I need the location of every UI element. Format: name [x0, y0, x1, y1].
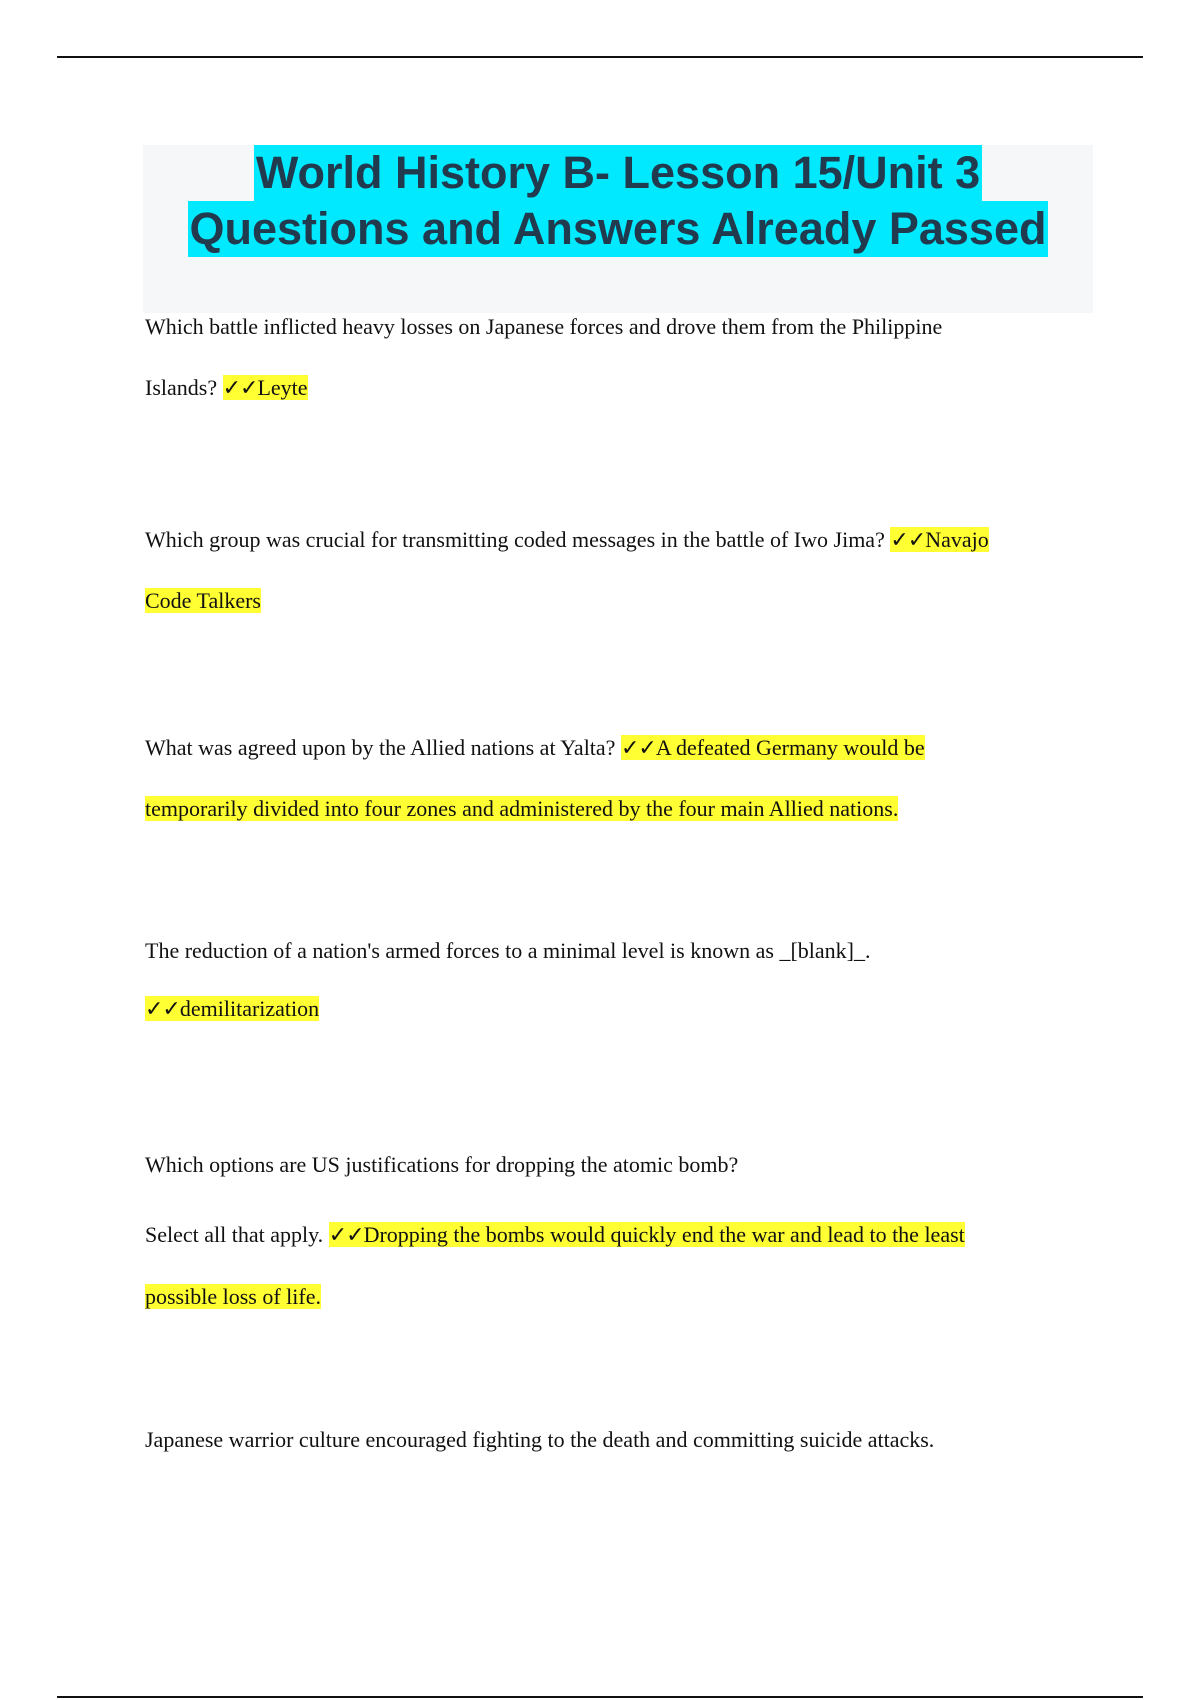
- question-text: Islands?: [145, 375, 223, 400]
- qa-item-5: [145, 1130, 1105, 1327]
- title-block: [143, 145, 1093, 313]
- title-line-1: World History B- Lesson 15/Unit 3: [254, 145, 982, 201]
- qa-item-6: [145, 1409, 1105, 1470]
- title-line-2: Questions and Answers Already Passed: [188, 201, 1049, 257]
- answer-text: Code Talkers: [145, 588, 261, 613]
- answer-highlight: [145, 996, 319, 1021]
- question-text: Which battle inflicted heavy losses on Japanese forces and drove them from the Philippine: [145, 314, 943, 339]
- double-check-icon: ✓✓: [222, 375, 258, 400]
- double-check-icon: ✓✓: [328, 1222, 364, 1247]
- answer-text: A defeated Germany would be: [655, 735, 925, 760]
- answer-highlight: [890, 527, 988, 552]
- qa-item-4: [145, 922, 1105, 1038]
- qa-item-3: [145, 717, 1105, 839]
- answer-text: temporarily divided into four zones and administered by the four main Allied nations.: [145, 796, 899, 821]
- answer-text: Dropping the bombs would quickly end the war and lead to the least: [363, 1222, 965, 1247]
- double-check-icon: ✓✓: [145, 996, 180, 1021]
- question-text: Select all that apply.: [145, 1222, 329, 1247]
- qa-item-1: [145, 296, 1105, 418]
- answer-text: possible loss of life.: [145, 1284, 321, 1309]
- answer-text: demilitarization: [179, 996, 320, 1021]
- question-text: Which group was crucial for transmitting coded messages in the battle of Iwo Jima?: [145, 527, 891, 552]
- double-check-icon: ✓✓: [890, 527, 926, 552]
- answer-highlight: [621, 735, 925, 760]
- question-text: Which options are US justifications for dropping the atomic bomb?: [145, 1152, 739, 1177]
- bottom-rule: [57, 1696, 1143, 1698]
- answer-text: Leyte: [257, 375, 308, 400]
- answer-text: Navajo: [925, 527, 989, 552]
- question-text: The reduction of a nation's armed forces to a minimal level is known as _[blank]_.: [145, 938, 871, 963]
- double-check-icon: ✓✓: [620, 735, 656, 760]
- answer-highlight: [329, 1222, 965, 1247]
- answer-highlight: [223, 375, 308, 400]
- question-text: Japanese warrior culture encouraged fighting to the death and committing suicide attacks.: [145, 1427, 935, 1452]
- qa-item-2: [145, 509, 1105, 631]
- question-text: What was agreed upon by the Allied nations at Yalta?: [145, 735, 621, 760]
- top-rule: [57, 56, 1143, 58]
